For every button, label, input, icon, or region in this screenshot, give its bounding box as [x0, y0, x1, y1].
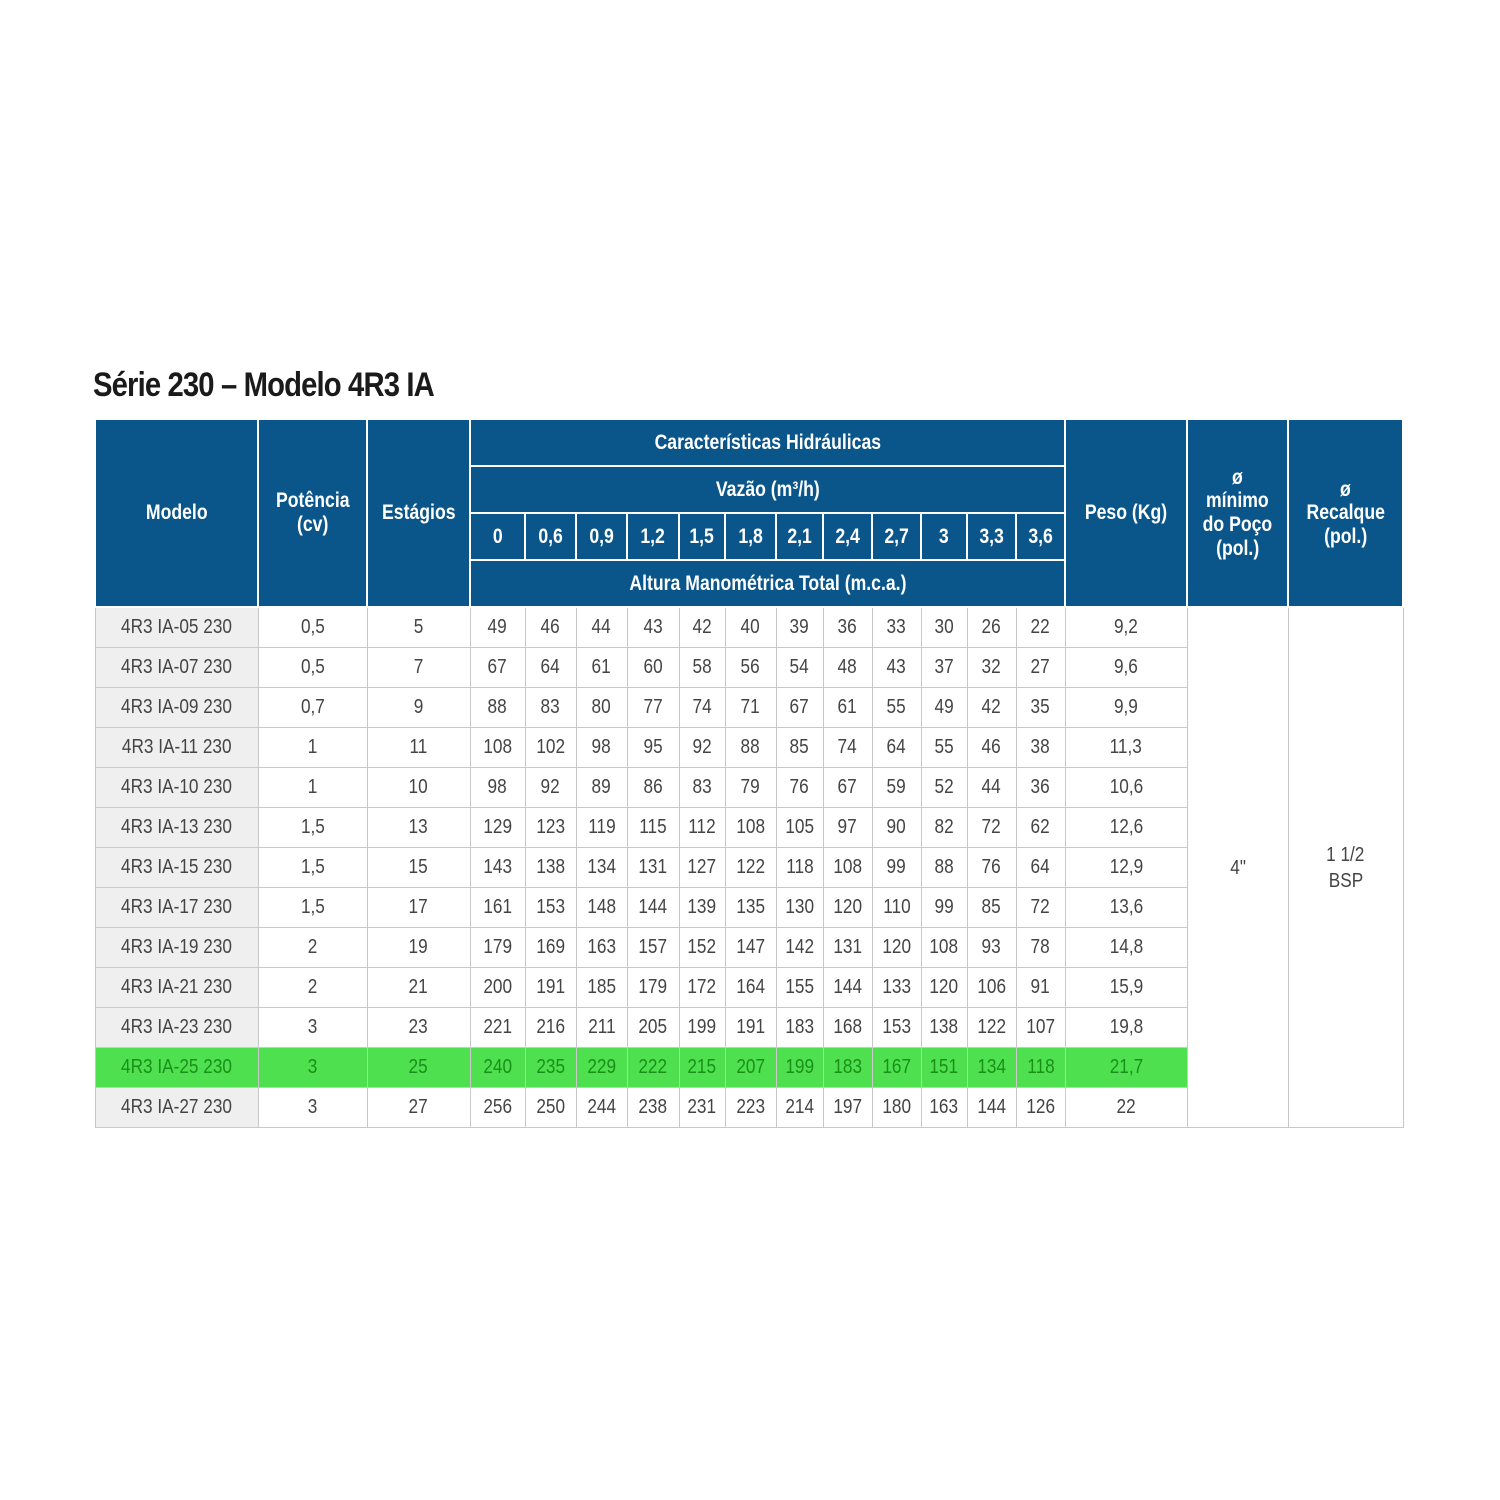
head-cell: 144	[967, 1088, 1016, 1128]
head-cell: 77	[627, 688, 679, 728]
table-row	[95, 607, 1403, 648]
head-cell: 256	[470, 1088, 525, 1128]
head-cell: 172	[679, 968, 725, 1008]
head-cell: 43	[627, 607, 679, 648]
head-cell: 61	[576, 648, 627, 688]
flow-header: 0,6	[525, 513, 576, 560]
head-cell: 58	[679, 648, 725, 688]
head-cell: 61	[823, 688, 872, 728]
model-cell: 4R3 IA-25 230	[95, 1048, 258, 1088]
flow-header: 1,2	[627, 513, 679, 560]
head-cell: 143	[470, 848, 525, 888]
flow-header: 3	[921, 513, 967, 560]
head-cell: 30	[921, 607, 967, 648]
head-cell: 131	[627, 848, 679, 888]
stages-cell: 25	[367, 1048, 470, 1088]
head-cell: 85	[776, 728, 823, 768]
weight-cell: 22	[1065, 1088, 1187, 1128]
weight-cell: 11,3	[1065, 728, 1187, 768]
head-cell: 74	[679, 688, 725, 728]
head-cell: 144	[823, 968, 872, 1008]
head-cell: 46	[967, 728, 1016, 768]
header-potencia: Potência (cv)	[258, 419, 367, 607]
head-cell: 164	[725, 968, 776, 1008]
head-cell: 88	[921, 848, 967, 888]
head-cell: 91	[1016, 968, 1065, 1008]
head-cell: 119	[576, 808, 627, 848]
head-cell: 39	[776, 607, 823, 648]
power-cell: 1	[258, 768, 367, 808]
head-cell: 74	[823, 728, 872, 768]
header-peso: Peso (Kg)	[1065, 419, 1187, 607]
stages-cell: 19	[367, 928, 470, 968]
head-cell: 60	[627, 648, 679, 688]
head-cell: 67	[776, 688, 823, 728]
weight-cell: 14,8	[1065, 928, 1187, 968]
head-cell: 67	[470, 648, 525, 688]
power-cell: 2	[258, 928, 367, 968]
head-cell: 147	[725, 928, 776, 968]
head-cell: 200	[470, 968, 525, 1008]
head-cell: 44	[576, 607, 627, 648]
weight-cell: 9,2	[1065, 607, 1187, 648]
power-cell: 1,5	[258, 848, 367, 888]
power-cell: 3	[258, 1088, 367, 1128]
head-cell: 43	[872, 648, 921, 688]
weight-cell: 21,7	[1065, 1048, 1187, 1088]
model-cell: 4R3 IA-05 230	[95, 607, 258, 648]
head-cell: 108	[470, 728, 525, 768]
head-cell: 167	[872, 1048, 921, 1088]
head-cell: 183	[823, 1048, 872, 1088]
head-cell: 221	[470, 1008, 525, 1048]
head-cell: 90	[872, 808, 921, 848]
head-cell: 97	[823, 808, 872, 848]
head-cell: 179	[627, 968, 679, 1008]
head-cell: 108	[725, 808, 776, 848]
weight-cell: 12,9	[1065, 848, 1187, 888]
head-cell: 126	[1016, 1088, 1065, 1128]
head-cell: 191	[725, 1008, 776, 1048]
head-cell: 185	[576, 968, 627, 1008]
head-cell: 168	[823, 1008, 872, 1048]
flow-header: 3,3	[967, 513, 1016, 560]
head-cell: 127	[679, 848, 725, 888]
head-cell: 205	[627, 1008, 679, 1048]
head-cell: 231	[679, 1088, 725, 1128]
pump-specs-table	[94, 418, 1404, 1128]
head-cell: 133	[872, 968, 921, 1008]
head-cell: 238	[627, 1088, 679, 1128]
head-cell: 118	[776, 848, 823, 888]
head-cell: 105	[776, 808, 823, 848]
head-cell: 64	[1016, 848, 1065, 888]
header-poco: ø mínimo do Poço (pol.)	[1187, 419, 1288, 607]
model-cell: 4R3 IA-17 230	[95, 888, 258, 928]
head-cell: 211	[576, 1008, 627, 1048]
flow-header: 2,4	[823, 513, 872, 560]
head-cell: 78	[1016, 928, 1065, 968]
head-cell: 139	[679, 888, 725, 928]
head-cell: 142	[776, 928, 823, 968]
discharge-cell: 1 1/2 BSP	[1288, 607, 1403, 1128]
head-cell: 120	[921, 968, 967, 1008]
weight-cell: 19,8	[1065, 1008, 1187, 1048]
head-cell: 35	[1016, 688, 1065, 728]
header-vazao: Vazão (m³/h)	[470, 466, 1065, 513]
head-cell: 131	[823, 928, 872, 968]
head-cell: 49	[921, 688, 967, 728]
weight-cell: 9,6	[1065, 648, 1187, 688]
head-cell: 229	[576, 1048, 627, 1088]
head-cell: 148	[576, 888, 627, 928]
power-cell: 0,5	[258, 648, 367, 688]
power-cell: 3	[258, 1048, 367, 1088]
head-cell: 32	[967, 648, 1016, 688]
head-cell: 92	[679, 728, 725, 768]
head-cell: 122	[967, 1008, 1016, 1048]
header-altura: Altura Manométrica Total (m.c.a.)	[470, 560, 1065, 607]
head-cell: 93	[967, 928, 1016, 968]
head-cell: 183	[776, 1008, 823, 1048]
head-cell: 197	[823, 1088, 872, 1128]
weight-cell: 15,9	[1065, 968, 1187, 1008]
flow-header: 1,5	[679, 513, 725, 560]
power-cell: 1	[258, 728, 367, 768]
head-cell: 83	[525, 688, 576, 728]
head-cell: 157	[627, 928, 679, 968]
head-cell: 79	[725, 768, 776, 808]
head-cell: 108	[823, 848, 872, 888]
head-cell: 107	[1016, 1008, 1065, 1048]
head-cell: 37	[921, 648, 967, 688]
head-cell: 99	[872, 848, 921, 888]
head-cell: 36	[1016, 768, 1065, 808]
header-caracteristicas: Características Hidráulicas	[470, 419, 1065, 466]
head-cell: 250	[525, 1088, 576, 1128]
head-cell: 144	[627, 888, 679, 928]
flow-header: 0,9	[576, 513, 627, 560]
head-cell: 83	[679, 768, 725, 808]
head-cell: 223	[725, 1088, 776, 1128]
head-cell: 89	[576, 768, 627, 808]
head-cell: 64	[525, 648, 576, 688]
head-cell: 71	[725, 688, 776, 728]
weight-cell: 10,6	[1065, 768, 1187, 808]
head-cell: 80	[576, 688, 627, 728]
head-cell: 67	[823, 768, 872, 808]
flow-header: 3,6	[1016, 513, 1065, 560]
head-cell: 42	[679, 607, 725, 648]
flow-header: 0	[470, 513, 525, 560]
head-cell: 48	[823, 648, 872, 688]
head-cell: 86	[627, 768, 679, 808]
head-cell: 134	[576, 848, 627, 888]
head-cell: 169	[525, 928, 576, 968]
head-cell: 180	[872, 1088, 921, 1128]
header-estagios: Estágios	[367, 419, 470, 607]
head-cell: 214	[776, 1088, 823, 1128]
head-cell: 95	[627, 728, 679, 768]
head-cell: 62	[1016, 808, 1065, 848]
head-cell: 27	[1016, 648, 1065, 688]
model-cell: 4R3 IA-07 230	[95, 648, 258, 688]
model-cell: 4R3 IA-21 230	[95, 968, 258, 1008]
stages-cell: 15	[367, 848, 470, 888]
head-cell: 72	[967, 808, 1016, 848]
head-cell: 98	[470, 768, 525, 808]
head-cell: 163	[921, 1088, 967, 1128]
stages-cell: 13	[367, 808, 470, 848]
head-cell: 112	[679, 808, 725, 848]
head-cell: 129	[470, 808, 525, 848]
weight-cell: 13,6	[1065, 888, 1187, 928]
min-well-cell: 4"	[1187, 607, 1288, 1128]
head-cell: 179	[470, 928, 525, 968]
head-cell: 26	[967, 607, 1016, 648]
head-cell: 135	[725, 888, 776, 928]
head-cell: 98	[576, 728, 627, 768]
head-cell: 102	[525, 728, 576, 768]
flow-header: 2,7	[872, 513, 921, 560]
head-cell: 40	[725, 607, 776, 648]
head-cell: 99	[921, 888, 967, 928]
flow-header: 1,8	[725, 513, 776, 560]
head-cell: 153	[872, 1008, 921, 1048]
head-cell: 64	[872, 728, 921, 768]
power-cell: 3	[258, 1008, 367, 1048]
head-cell: 199	[679, 1008, 725, 1048]
head-cell: 122	[725, 848, 776, 888]
stages-cell: 27	[367, 1088, 470, 1128]
stages-cell: 7	[367, 648, 470, 688]
model-cell: 4R3 IA-23 230	[95, 1008, 258, 1048]
head-cell: 38	[1016, 728, 1065, 768]
model-cell: 4R3 IA-27 230	[95, 1088, 258, 1128]
head-cell: 207	[725, 1048, 776, 1088]
head-cell: 54	[776, 648, 823, 688]
head-cell: 55	[921, 728, 967, 768]
head-cell: 161	[470, 888, 525, 928]
head-cell: 49	[470, 607, 525, 648]
head-cell: 88	[725, 728, 776, 768]
model-cell: 4R3 IA-09 230	[95, 688, 258, 728]
stages-cell: 5	[367, 607, 470, 648]
power-cell: 0,5	[258, 607, 367, 648]
power-cell: 1,5	[258, 888, 367, 928]
head-cell: 152	[679, 928, 725, 968]
head-cell: 92	[525, 768, 576, 808]
head-cell: 56	[725, 648, 776, 688]
head-cell: 235	[525, 1048, 576, 1088]
stages-cell: 17	[367, 888, 470, 928]
model-cell: 4R3 IA-11 230	[95, 728, 258, 768]
weight-cell: 9,9	[1065, 688, 1187, 728]
stages-cell: 10	[367, 768, 470, 808]
model-cell: 4R3 IA-15 230	[95, 848, 258, 888]
weight-cell: 12,6	[1065, 808, 1187, 848]
head-cell: 76	[967, 848, 1016, 888]
header-recalque: ø Recalque (pol.)	[1288, 419, 1403, 607]
power-cell: 1,5	[258, 808, 367, 848]
head-cell: 155	[776, 968, 823, 1008]
head-cell: 151	[921, 1048, 967, 1088]
head-cell: 163	[576, 928, 627, 968]
flow-header: 2,1	[776, 513, 823, 560]
head-cell: 215	[679, 1048, 725, 1088]
head-cell: 130	[776, 888, 823, 928]
head-cell: 106	[967, 968, 1016, 1008]
head-cell: 82	[921, 808, 967, 848]
head-cell: 85	[967, 888, 1016, 928]
stages-cell: 11	[367, 728, 470, 768]
head-cell: 216	[525, 1008, 576, 1048]
head-cell: 44	[967, 768, 1016, 808]
head-cell: 222	[627, 1048, 679, 1088]
model-cell: 4R3 IA-13 230	[95, 808, 258, 848]
stages-cell: 23	[367, 1008, 470, 1048]
head-cell: 110	[872, 888, 921, 928]
head-cell: 108	[921, 928, 967, 968]
head-cell: 52	[921, 768, 967, 808]
head-cell: 59	[872, 768, 921, 808]
head-cell: 199	[776, 1048, 823, 1088]
power-cell: 0,7	[258, 688, 367, 728]
head-cell: 76	[776, 768, 823, 808]
head-cell: 88	[470, 688, 525, 728]
head-cell: 120	[823, 888, 872, 928]
head-cell: 33	[872, 607, 921, 648]
table-title: Série 230 – Modelo 4R3 IA	[93, 366, 434, 404]
stages-cell: 9	[367, 688, 470, 728]
head-cell: 22	[1016, 607, 1065, 648]
model-cell: 4R3 IA-19 230	[95, 928, 258, 968]
head-cell: 134	[967, 1048, 1016, 1088]
head-cell: 153	[525, 888, 576, 928]
head-cell: 240	[470, 1048, 525, 1088]
stages-cell: 21	[367, 968, 470, 1008]
model-cell: 4R3 IA-10 230	[95, 768, 258, 808]
head-cell: 123	[525, 808, 576, 848]
head-cell: 115	[627, 808, 679, 848]
head-cell: 55	[872, 688, 921, 728]
head-cell: 138	[525, 848, 576, 888]
head-cell: 42	[967, 688, 1016, 728]
header-modelo: Modelo	[95, 419, 258, 607]
head-cell: 244	[576, 1088, 627, 1128]
head-cell: 72	[1016, 888, 1065, 928]
power-cell: 2	[258, 968, 367, 1008]
head-cell: 120	[872, 928, 921, 968]
head-cell: 118	[1016, 1048, 1065, 1088]
head-cell: 36	[823, 607, 872, 648]
head-cell: 138	[921, 1008, 967, 1048]
head-cell: 191	[525, 968, 576, 1008]
head-cell: 46	[525, 607, 576, 648]
